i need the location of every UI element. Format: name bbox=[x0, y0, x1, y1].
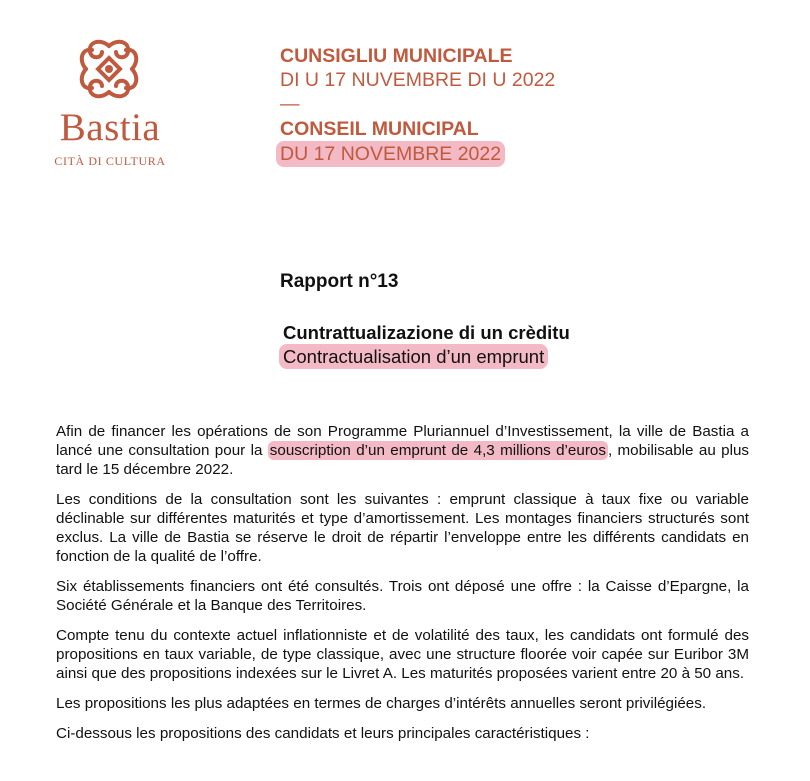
paragraph-context: Compte tenu du contexte actuel inflationniste et de volatilité des taux, les candidats ont formulé des propositions en taux variable, de type classique, avec une structure floorée voir capée sur Euribor 3M ainsi que des propositions indexées sur le Livret A. Les maturités proposées varient entre 20 à 50 ans. bbox=[56, 627, 749, 682]
paragraph-consulted: Six établissements financiers ont été consultés. Trois ont déposé une offre : la Caisse d’Epargne, la Société Générale et la Banque des Territoires. bbox=[56, 578, 749, 614]
report-title: Rapport n°13 bbox=[280, 271, 399, 292]
header-council-french: CONSEIL MUNICIPAL bbox=[280, 118, 479, 140]
header-date-french bbox=[280, 145, 501, 165]
report-subtitle-french bbox=[283, 346, 544, 368]
paragraph-selection: Les propositions les plus adaptées en termes de charges d’intérêts annuelles seront privilégiées. bbox=[56, 695, 707, 712]
header-date-french-highlight: DU 17 NOVEMBRE 2022 bbox=[276, 141, 505, 167]
paragraph-financing-intro: Afin de financer les opérations de son Programme Pluriannuel d’Investissement, la ville de Bastia a lancé une consultation pour la bbox=[56, 423, 749, 459]
bastia-logo bbox=[40, 34, 180, 174]
paragraph-proposals: Ci-dessous les propositions des candidats et leurs principales caractéristiques : bbox=[56, 725, 590, 742]
paragraph-financing-end: , mobilisable au plus tard le 15 décembre 2022. bbox=[56, 442, 749, 478]
paragraph-conditions: Les conditions de la consultation sont les suivantes : emprunt classique à taux fixe ou variable déclinable sur différentes maturités et type d’amortissement. Les montages financiers structurés sont exclus. La ville de Bastia se réserve le droit de répartir l’enveloppe entre les différents candidats en fonction de la qualité de l’offre. bbox=[56, 491, 749, 565]
logo-name: Bastia bbox=[59, 106, 161, 149]
header-date-corsican: DI U 17 NUVEMBRE DI U 2022 bbox=[280, 69, 556, 91]
report-body bbox=[56, 422, 749, 754]
paragraph-financing bbox=[56, 422, 749, 479]
loan-amount-highlight: souscription d’un emprunt de 4,3 millions d’euros bbox=[269, 442, 606, 459]
logo-ornament-icon bbox=[76, 36, 142, 102]
logo-tagline: CITÀ DI CULTURA bbox=[54, 154, 166, 168]
report-subtitle-french-highlight: Contractualisation d’un emprunt bbox=[279, 344, 548, 369]
header-dash: — bbox=[280, 93, 300, 115]
header-council-corsican: CUNSIGLIU MUNICIPALE bbox=[280, 45, 513, 67]
report-subtitle-corsican: Cuntrattualizazione di un crèditu bbox=[283, 322, 570, 343]
